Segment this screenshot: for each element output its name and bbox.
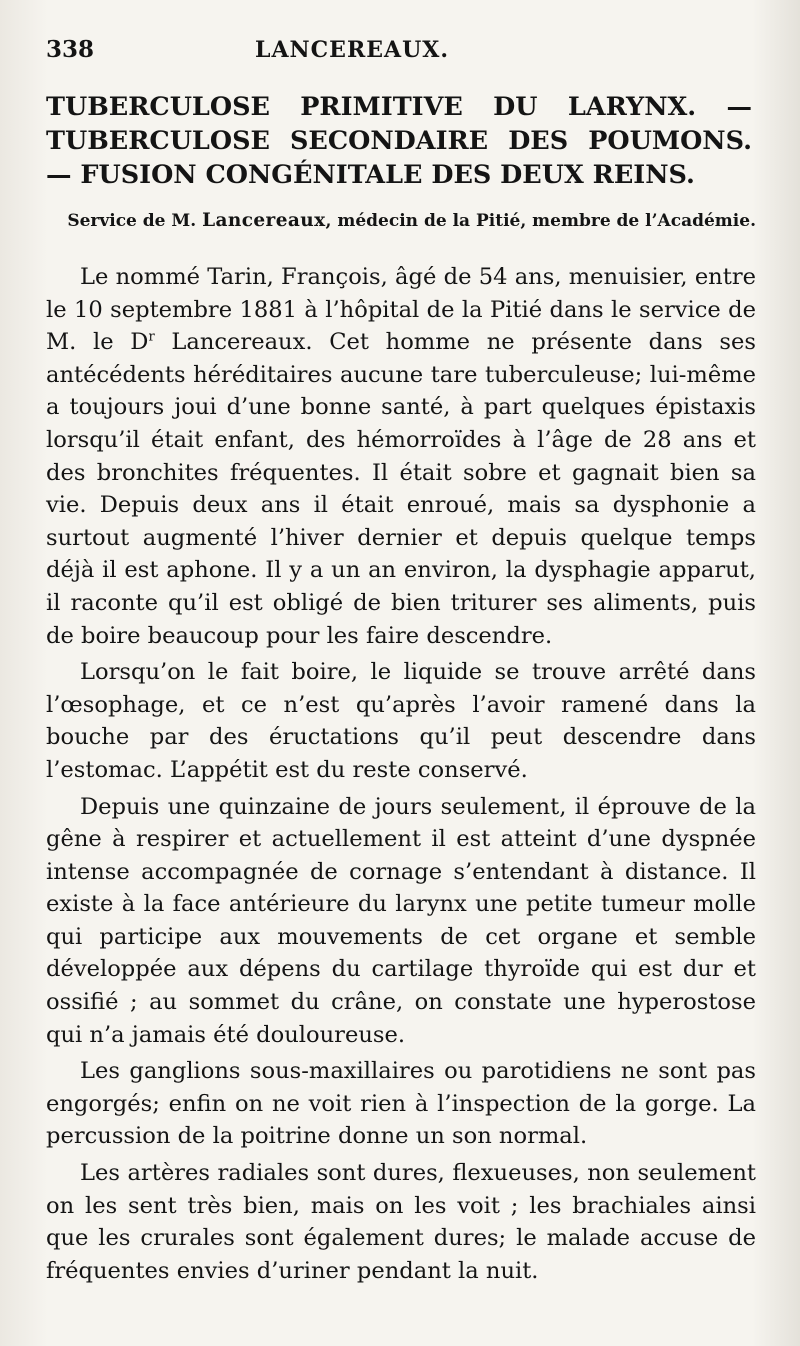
paragraph-4: Les ganglions sous-maxillaires ou parotidiens ne sont pas engorgés; enfin on ne voit rien à l’inspection de la gorge. La percussion de la poitrine donne un son normal. [46, 1058, 756, 1150]
service-suffix: , médecin de la Pitié, membre de l’Académie. [325, 211, 756, 231]
paragraph-1-part-a: Le nommé Tarin, François, âgé de 54 ans, menuisier, entre le 10 septembre 1881 à l’hôpital de la Pitié dans le service de M. le D [46, 264, 756, 356]
paragraph-1 [46, 261, 758, 652]
article-title: TUBERCULOSE PRIMITIVE DU LARYNX. — TUBERCULOSE SECONDAIRE DES POUMONS. — FUSION CONGÉNITALE DES DEUX REINS. [46, 92, 752, 190]
service-line [46, 210, 758, 231]
paragraph-1-part-b: Lancereaux. Cet homme ne présente dans ses antécédents héréditaires aucune tare tuberculeuse; lui-même a toujours joui d’une bonne santé, à part quelques épistaxis lorsqu’il était enfant, des hémorroïdes à l’âge de 28 ans et des bronchites fréquentes. Il était sobre et gagnait bien sa vie. Depuis deux ans il était enroué, mais sa dysphonie a surtout augmenté l’hiver dernier et depuis quelque temps déjà il est aphone. Il y a un an environ, la dysphagie apparut, il raconte qu’il est obligé de bien triturer ses aliments, puis de boire beaucoup pour les faire descendre. [46, 329, 756, 649]
service-chief-name: Lancereaux [202, 210, 326, 231]
paragraph-3: Depuis une quinzaine de jours seulement, il éprouve de la gêne à respirer et actuellement il est atteint d’une dyspnée intense accompagnée de cornage s’entendant à distance. Il existe à la face antérieure du larynx une petite tumeur molle qui participe aux mouvements de cet organe et semble développée aux dépens du cartilage thyroïde qui est dur et ossifié ; au sommet du crâne, on constate une hyperostose qui n’a jamais été douloureuse. [46, 793, 756, 1048]
service-prefix: Service de M. [67, 211, 203, 231]
page-number: 338 [46, 36, 95, 63]
running-head: LANCEREAUX. [255, 37, 449, 63]
page-header [46, 36, 758, 76]
paragraph-2: Lorsqu’on le fait boire, le liquide se trouve arrêté dans l’œsophage, et ce n’est qu’après l’avoir ramené dans la bouche par des éructations qu’il peut descendre dans l’estomac. L’appétit est du reste conservé. [46, 659, 756, 783]
paragraph-5: Les artères radiales sont dures, flexueuses, non seulement on les sent très bien, mais on les voit ; les brachiales ainsi que les crurales sont également dures; le malade accuse de fréquentes envies d’uriner pendant la nuit. [46, 1160, 756, 1284]
article-body [46, 261, 758, 1287]
doctor-abbrev-superscript: r [148, 329, 155, 345]
